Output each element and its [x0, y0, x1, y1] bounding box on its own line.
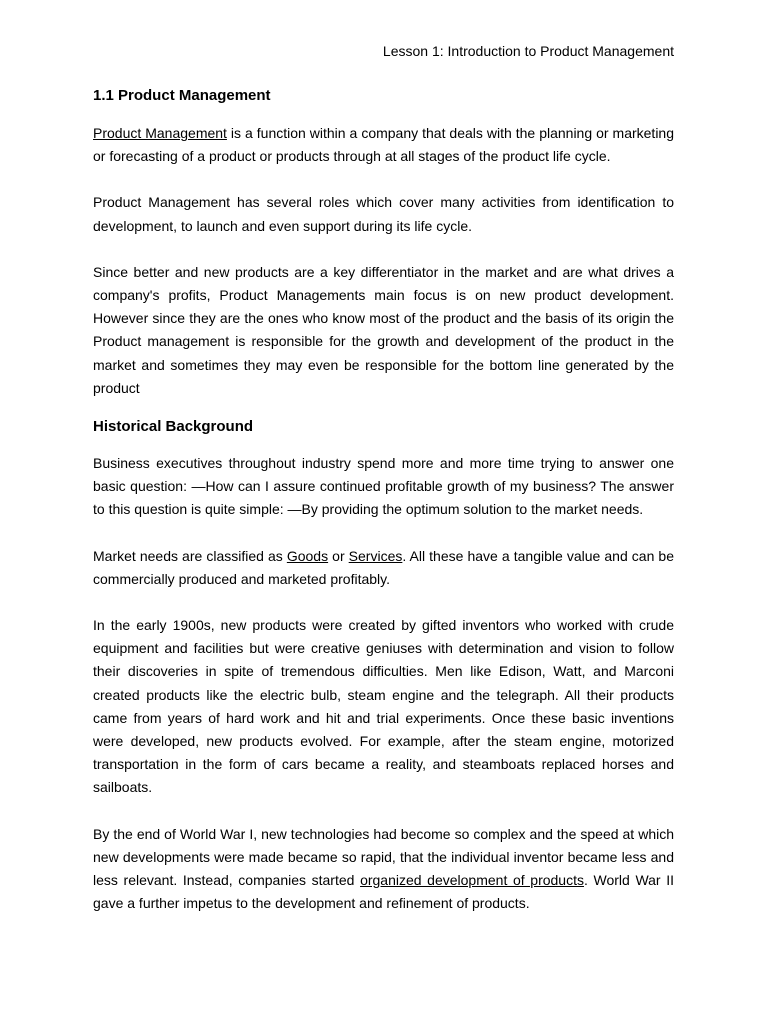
- paragraph-text: . All these have a tangible value and can be commercially produced and marketed profitably.: [93, 547, 674, 587]
- paragraph-definition: [93, 122, 674, 168]
- document-body: [93, 86, 674, 915]
- paragraph-market-needs: [93, 545, 674, 591]
- paragraph-text: . World War II gave a further impetus to the development and refinement of products.: [93, 872, 674, 912]
- paragraph-focus: Since better and new products are a key differentiator in the market and are what drives a company's profits, Product Managements main focus is on new product development. However since they are the ones who know most of the product and the basis of its origin the Product management is responsible for the growth and development of the product in the market and sometimes they may even be responsible for the bottom line generated by the product: [93, 263, 674, 396]
- section-heading-historical-background: Historical Background: [93, 418, 254, 436]
- goods-link[interactable]: Goods: [286, 547, 329, 564]
- services-link[interactable]: Services: [348, 547, 403, 564]
- section-heading-product-management: 1.1 Product Management: [93, 87, 271, 104]
- product-management-link[interactable]: Product Management: [93, 125, 227, 141]
- paragraph-business-question: Business executives throughout industry spend more and more time trying to answer one basic question: —How can I assure continued profitable growth of my business? The answer to this question is quite simple: —By providing the optimum solution to the market needs.: [93, 455, 674, 518]
- paragraph-text: or: [328, 547, 349, 564]
- paragraph-world-war: [93, 823, 674, 916]
- paragraph-text: Market needs are classified as: [93, 547, 287, 564]
- paragraph-roles: Product Management has several roles which cover many activities from identification to development, to launch and even support during its life cycle.: [93, 194, 674, 234]
- running-header: Lesson 1: Introduction to Product Management: [382, 43, 674, 59]
- paragraph-text: By the end of World War I, new technologies had become so complex and the speed at which new developments were made became so rapid, that the individual inventor became less and less relevant. Instead, companies started: [93, 825, 674, 889]
- paragraph-early-1900s: In the early 1900s, new products were created by gifted inventors who worked with crude equipment and facilities but were creative geniuses with determination and vision to follow their discoveries in spite of tremendous difficulties. Men like Edison, Watt, and Marconi created products like the electric bulb, steam engine and the telegraph. All their products came from years of hard work and hit and trial experiments. Once these basic inventions were developed, new products evolved. For example, after the steam engine, motorized transportation in the form of cars became a reality, and steamboats replaced horses and sailboats.: [93, 617, 674, 796]
- paragraph-text: is a function within a company that deals with the planning or marketing or forecasting of a product or products through at all stages of the product life cycle.: [93, 125, 674, 165]
- organized-development-link[interactable]: organized development of products: [360, 872, 584, 889]
